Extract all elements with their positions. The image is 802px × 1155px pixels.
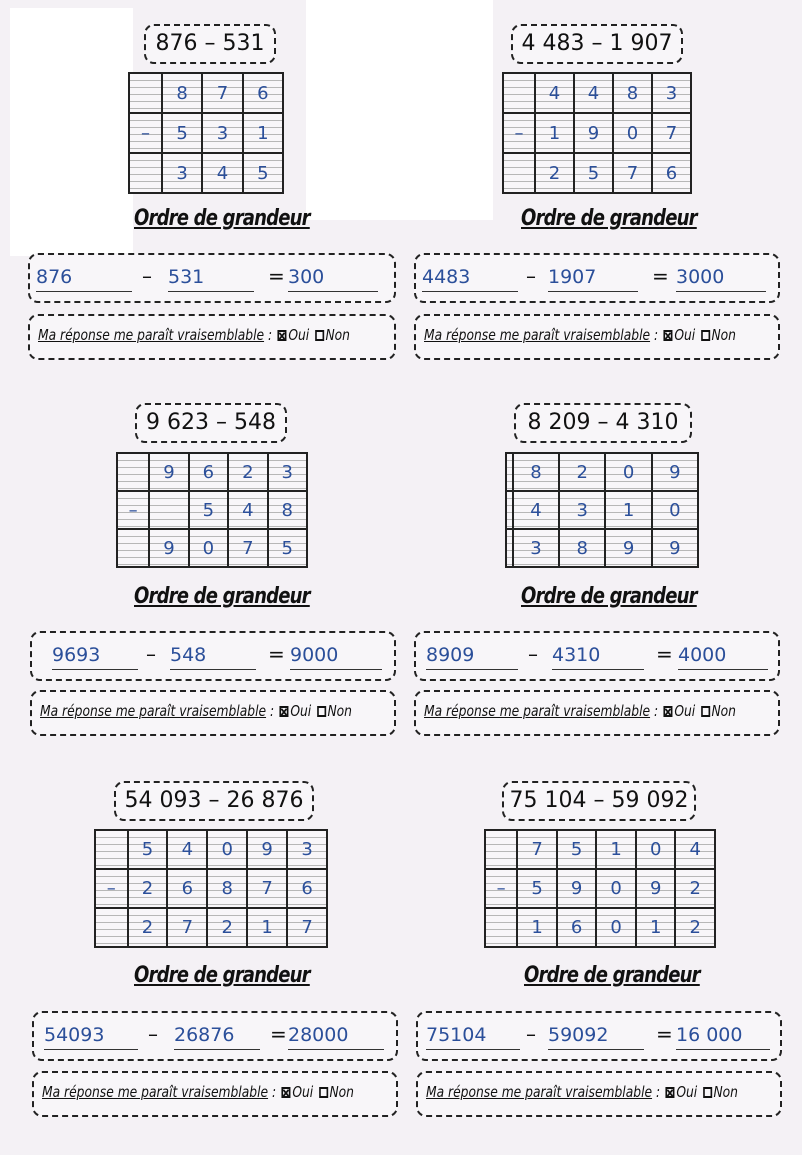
grid-cell — [117, 453, 149, 491]
grid-cell: 7 — [228, 529, 267, 567]
plausibility-question: Ma réponse me paraît vraisemblable — [42, 1083, 269, 1101]
grid-cell: 8 — [162, 73, 202, 113]
subtraction-grid — [484, 829, 716, 948]
yes-checkbox[interactable] — [664, 706, 673, 717]
estimate-result[interactable]: 3000 — [676, 263, 766, 292]
plausibility-colon: : — [268, 1083, 277, 1101]
no-label: Non — [327, 702, 352, 720]
plausibility-check — [28, 314, 396, 360]
no-checkbox[interactable] — [315, 330, 324, 341]
grid-cell: 2 — [207, 908, 247, 947]
minus-sign: – — [503, 113, 535, 153]
yes-checkbox[interactable] — [282, 1087, 291, 1098]
minus-sign: – — [117, 491, 149, 529]
estimate-operand-b[interactable]: 548 — [170, 641, 256, 670]
grid-cell: 0 — [596, 908, 636, 947]
grid-cell: 5 — [557, 830, 597, 869]
grid-cell: 1 — [535, 113, 574, 153]
grid-cell: 2 — [128, 869, 168, 908]
yes-checkbox[interactable] — [666, 1087, 675, 1098]
plausibility-colon: : — [264, 326, 273, 344]
estimate-operand-b[interactable]: 4310 — [552, 641, 644, 670]
grid-cell: 5 — [517, 869, 557, 908]
ordre-de-grandeur-heading: Ordre de grandeur — [134, 963, 310, 988]
grid-cell: 9 — [605, 529, 651, 567]
estimate-result[interactable]: 28000 — [288, 1021, 384, 1050]
subtraction-grid — [505, 452, 699, 568]
estimate-box — [30, 631, 396, 681]
grid-cell: 4 — [574, 73, 613, 113]
equals-symbol: = — [656, 642, 673, 666]
grid-cell: 1 — [605, 491, 651, 529]
ordre-de-grandeur-heading: Ordre de grandeur — [134, 206, 310, 231]
grid-cell: 9 — [636, 869, 676, 908]
grid-cell: 3 — [287, 830, 327, 869]
estimate-result[interactable]: 300 — [288, 263, 378, 292]
no-label: Non — [711, 326, 736, 344]
equals-symbol: = — [270, 1022, 287, 1046]
subtraction-grid — [94, 829, 328, 948]
plausibility-colon: : — [650, 702, 659, 720]
grid-cell: 7 — [652, 113, 691, 153]
equals-symbol: = — [268, 642, 285, 666]
grid-cell: 5 — [574, 153, 613, 193]
grid-cell — [129, 153, 162, 193]
minus-symbol: – — [148, 1022, 158, 1046]
grid-cell: 2 — [675, 908, 715, 947]
exercise-title: 876 – 531 — [144, 24, 276, 64]
grid-cell — [95, 830, 128, 869]
no-checkbox[interactable] — [701, 706, 710, 717]
blank-patch-left — [10, 8, 133, 256]
grid-cell: 2 — [675, 869, 715, 908]
estimate-box — [32, 1011, 398, 1061]
grid-cell — [503, 73, 535, 113]
estimate-operand-a[interactable]: 4483 — [422, 263, 518, 292]
grid-cell: 6 — [189, 453, 228, 491]
grid-cell — [485, 830, 517, 869]
plausibility-colon: : — [266, 702, 275, 720]
exercise-title: 54 093 – 26 876 — [114, 781, 314, 821]
estimate-operand-b[interactable]: 1907 — [548, 263, 638, 292]
grid-cell: 1 — [636, 908, 676, 947]
yes-label: Oui — [288, 326, 310, 344]
minus-sign: – — [129, 113, 162, 153]
minus-symbol: – — [526, 1022, 536, 1046]
estimate-box — [414, 631, 780, 681]
plausibility-question: Ma réponse me paraît vraisemblable — [424, 326, 651, 344]
grid-cell: 9 — [652, 453, 698, 491]
exercise-title: 9 623 – 548 — [135, 403, 287, 443]
estimate-result[interactable]: 4000 — [678, 641, 768, 670]
plausibility-colon: : — [650, 326, 659, 344]
yes-checkbox[interactable] — [280, 706, 289, 717]
grid-cell: 0 — [207, 830, 247, 869]
grid-cell: 7 — [247, 869, 287, 908]
minus-symbol: – — [142, 264, 152, 288]
yes-label: Oui — [290, 702, 312, 720]
grid-cell: 4 — [167, 830, 207, 869]
minus-symbol: – — [146, 642, 156, 666]
equals-symbol: = — [656, 1022, 673, 1046]
grid-cell: 4 — [228, 491, 267, 529]
estimate-box — [414, 253, 780, 303]
grid-cell: 8 — [268, 491, 307, 529]
minus-symbol: – — [526, 264, 536, 288]
grid-cell: 7 — [167, 908, 207, 947]
grid-cell: 5 — [268, 529, 307, 567]
plausibility-question: Ma réponse me paraît vraisemblable — [424, 702, 651, 720]
ordre-de-grandeur-heading: Ordre de grandeur — [521, 206, 697, 231]
blank-patch-center — [306, 0, 493, 220]
grid-cell: 9 — [149, 529, 188, 567]
grid-cell: 8 — [513, 453, 559, 491]
grid-cell: 0 — [596, 869, 636, 908]
grid-cell: 5 — [128, 830, 168, 869]
grid-cell: 5 — [189, 491, 228, 529]
yes-checkbox[interactable] — [278, 330, 287, 341]
ordre-de-grandeur-heading: Ordre de grandeur — [524, 963, 700, 988]
no-checkbox[interactable] — [317, 706, 326, 717]
estimate-result[interactable]: 9000 — [290, 641, 382, 670]
estimate-operand-a[interactable]: 9693 — [52, 641, 138, 670]
no-label: Non — [711, 702, 736, 720]
grid-cell: 5 — [162, 113, 202, 153]
equals-symbol: = — [268, 264, 285, 288]
ordre-de-grandeur-heading: Ordre de grandeur — [134, 584, 310, 609]
grid-cell: 9 — [557, 869, 597, 908]
grid-cell: 1 — [247, 908, 287, 947]
estimate-operand-b[interactable]: 59092 — [548, 1021, 644, 1050]
grid-cell: 9 — [652, 529, 698, 567]
grid-cell: 8 — [207, 869, 247, 908]
no-label: Non — [329, 1083, 354, 1101]
yes-label: Oui — [676, 1083, 698, 1101]
grid-cell: 3 — [559, 491, 605, 529]
grid-cell: 3 — [268, 453, 307, 491]
plausibility-question: Ma réponse me paraît vraisemblable — [426, 1083, 653, 1101]
grid-cell — [506, 529, 513, 567]
estimate-operand-a[interactable]: 75104 — [426, 1021, 520, 1050]
grid-cell — [149, 491, 188, 529]
estimate-operand-b[interactable]: 531 — [168, 263, 254, 292]
plausibility-check — [30, 690, 396, 736]
exercise-title: 75 104 – 59 092 — [502, 781, 696, 821]
grid-cell: 3 — [652, 73, 691, 113]
grid-cell — [129, 73, 162, 113]
grid-cell: 3 — [513, 529, 559, 567]
grid-cell: 2 — [128, 908, 168, 947]
grid-cell: 1 — [517, 908, 557, 947]
grid-cell: 9 — [247, 830, 287, 869]
grid-cell: 0 — [605, 453, 651, 491]
yes-label: Oui — [674, 702, 696, 720]
grid-cell: 6 — [652, 153, 691, 193]
estimate-operand-a[interactable]: 54093 — [44, 1021, 138, 1050]
grid-cell: 7 — [517, 830, 557, 869]
grid-cell: 2 — [228, 453, 267, 491]
grid-cell: 9 — [149, 453, 188, 491]
grid-cell: 0 — [636, 830, 676, 869]
plausibility-check — [414, 314, 780, 360]
grid-cell: 8 — [613, 73, 652, 113]
grid-cell: 4 — [675, 830, 715, 869]
grid-cell: 1 — [243, 113, 283, 153]
grid-cell: 2 — [535, 153, 574, 193]
grid-cell — [95, 908, 128, 947]
grid-cell — [485, 908, 517, 947]
grid-cell: 7 — [287, 908, 327, 947]
grid-cell: 0 — [613, 113, 652, 153]
grid-cell: 0 — [189, 529, 228, 567]
grid-cell: 1 — [596, 830, 636, 869]
grid-cell: 3 — [162, 153, 202, 193]
grid-cell — [117, 529, 149, 567]
plausibility-check — [414, 690, 780, 736]
subtraction-grid — [502, 72, 692, 194]
minus-sign: – — [485, 869, 517, 908]
grid-cell: 5 — [243, 153, 283, 193]
grid-cell — [503, 153, 535, 193]
no-checkbox[interactable] — [703, 1087, 712, 1098]
estimate-box — [28, 253, 396, 303]
grid-cell: 2 — [559, 453, 605, 491]
plausibility-check — [416, 1071, 782, 1117]
estimate-box — [416, 1011, 782, 1061]
minus-sign: – — [95, 869, 128, 908]
no-label: Non — [713, 1083, 738, 1101]
minus-symbol: – — [528, 642, 538, 666]
yes-label: Oui — [292, 1083, 314, 1101]
grid-cell: 6 — [243, 73, 283, 113]
grid-cell: 7 — [202, 73, 242, 113]
no-checkbox[interactable] — [701, 330, 710, 341]
grid-cell — [506, 453, 513, 491]
grid-cell: 6 — [287, 869, 327, 908]
no-label: Non — [325, 326, 350, 344]
grid-cell: 3 — [202, 113, 242, 153]
ordre-de-grandeur-heading: Ordre de grandeur — [521, 584, 697, 609]
no-checkbox[interactable] — [319, 1087, 328, 1098]
plausibility-colon: : — [652, 1083, 661, 1101]
grid-cell: 0 — [652, 491, 698, 529]
exercise-title: 4 483 – 1 907 — [511, 24, 683, 64]
grid-cell: 6 — [557, 908, 597, 947]
subtraction-grid — [116, 452, 308, 568]
plausibility-question: Ma réponse me paraît vraisemblable — [38, 326, 265, 344]
grid-cell: 6 — [167, 869, 207, 908]
estimate-operand-a[interactable]: 876 — [36, 263, 132, 292]
grid-cell: 7 — [613, 153, 652, 193]
estimate-result[interactable]: 16 000 — [676, 1021, 770, 1050]
yes-label: Oui — [674, 326, 696, 344]
estimate-operand-a[interactable]: 8909 — [426, 641, 518, 670]
grid-cell: 4 — [535, 73, 574, 113]
grid-cell: 8 — [559, 529, 605, 567]
equals-symbol: = — [652, 264, 669, 288]
grid-cell: 9 — [574, 113, 613, 153]
grid-cell: 4 — [202, 153, 242, 193]
plausibility-question: Ma réponse me paraît vraisemblable — [40, 702, 267, 720]
estimate-operand-b[interactable]: 26876 — [174, 1021, 260, 1050]
plausibility-check — [32, 1071, 398, 1117]
exercise-title: 8 209 – 4 310 — [514, 403, 692, 443]
grid-cell — [506, 491, 513, 529]
subtraction-grid — [128, 72, 284, 194]
grid-cell: 4 — [513, 491, 559, 529]
yes-checkbox[interactable] — [664, 330, 673, 341]
